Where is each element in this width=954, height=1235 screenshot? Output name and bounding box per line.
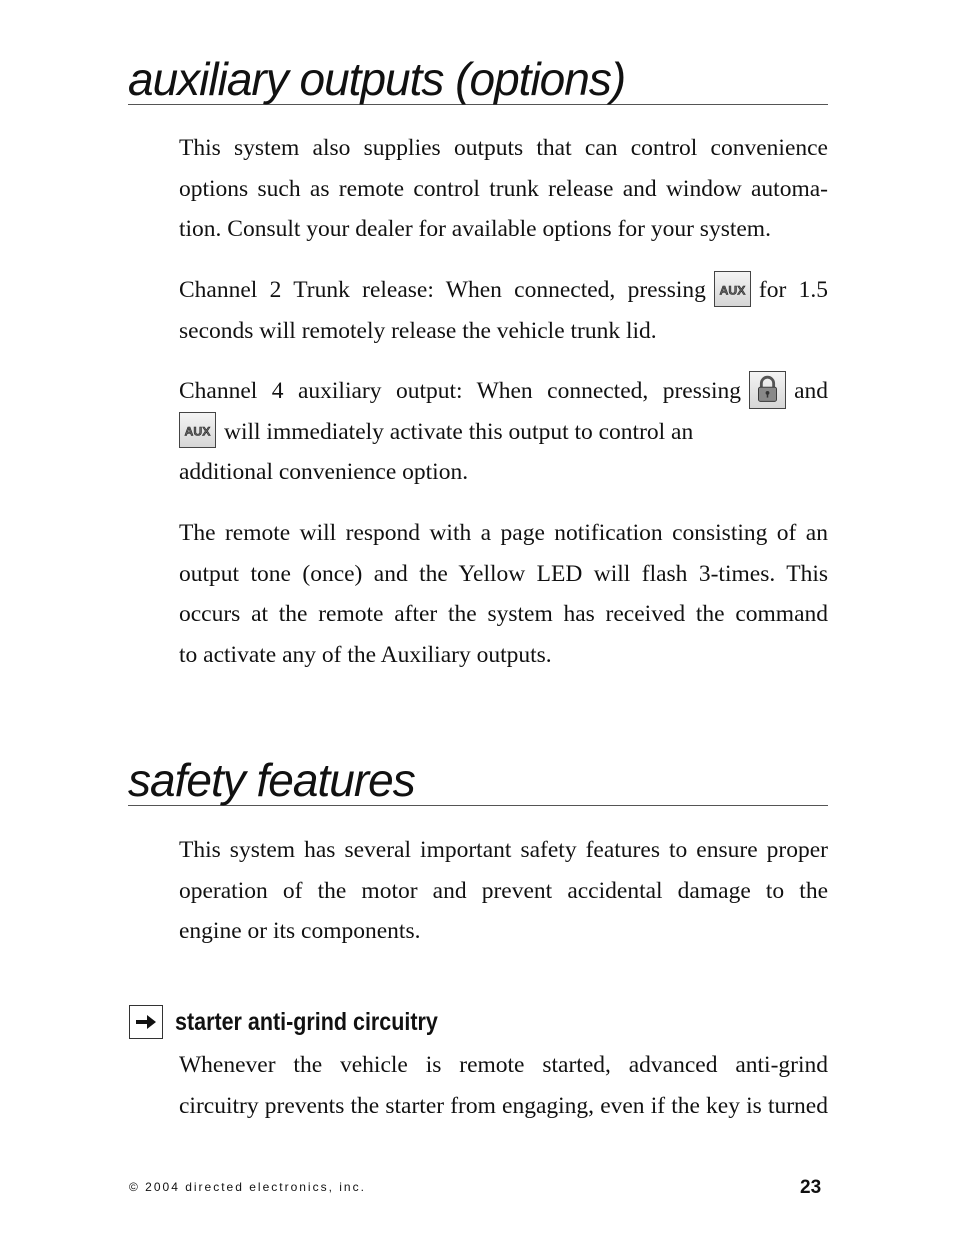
text-line: This system has several important safety features to ensure proper xyxy=(179,837,828,863)
text-line: options such as remote control trunk release and window automa- xyxy=(179,175,828,202)
text-fragment: and xyxy=(794,378,828,404)
section-title-safety-features: safety features xyxy=(128,757,828,806)
subheading-text: starter anti-grind circuitry xyxy=(175,1007,438,1036)
remote-response-paragraph xyxy=(179,513,828,675)
text-fragment: for 1.5 xyxy=(758,277,828,303)
text-line xyxy=(171,412,828,453)
footer-copyright: © 2004 directed electronics, inc. xyxy=(129,1180,366,1194)
aux-button-icon xyxy=(179,412,216,448)
text-line: circuitry prevents the starter from engaging, even if the key is turned xyxy=(179,1092,828,1119)
text-line: seconds will remotely release the vehicle trunk lid. xyxy=(179,317,657,344)
aux-button-icon xyxy=(714,271,751,307)
anti-grind-paragraph xyxy=(179,1045,828,1126)
arrow-right-icon xyxy=(129,1005,163,1039)
text-line: output tone (once) and the Yellow LED will flash 3-times. This xyxy=(179,560,828,587)
text-fragment: will immediately activate this output to control an xyxy=(224,418,694,445)
lock-button-icon xyxy=(749,371,786,409)
subheading-anti-grind xyxy=(129,1005,481,1039)
text-fragment: Channel 2 Trunk release: When connected, pressing xyxy=(179,277,706,303)
text-fragment: Channel 4 auxiliary output: When connected, pressing xyxy=(179,378,742,404)
text-line: This system also supplies outputs that can control convenience xyxy=(179,135,828,161)
channel-2-paragraph xyxy=(179,270,828,351)
text-line xyxy=(179,270,828,311)
safety-intro-paragraph xyxy=(179,830,828,952)
text-line xyxy=(179,371,828,412)
text-line: engine or its components. xyxy=(179,918,421,944)
text-line: additional convenience option. xyxy=(179,459,469,486)
aux-button-label: AUX xyxy=(184,424,211,439)
auxiliary-intro-paragraph xyxy=(179,128,828,250)
text-line: to activate any of the Auxiliary outputs. xyxy=(179,641,552,668)
page-number: 23 xyxy=(800,1177,822,1198)
section-title-auxiliary-outputs: auxiliary outputs (options) xyxy=(128,56,828,105)
aux-button-label: AUX xyxy=(719,283,746,298)
text-line: operation of the motor and prevent accidental damage to the xyxy=(179,877,828,904)
text-line: occurs at the remote after the system has received the command xyxy=(179,601,828,627)
text-line: The remote will respond with a page notification consisting of an xyxy=(179,520,828,546)
text-line: Whenever the vehicle is remote started, advanced anti-grind xyxy=(179,1052,828,1078)
channel-4-paragraph xyxy=(179,371,828,493)
text-line: tion. Consult your dealer for available options for your system. xyxy=(179,216,771,242)
